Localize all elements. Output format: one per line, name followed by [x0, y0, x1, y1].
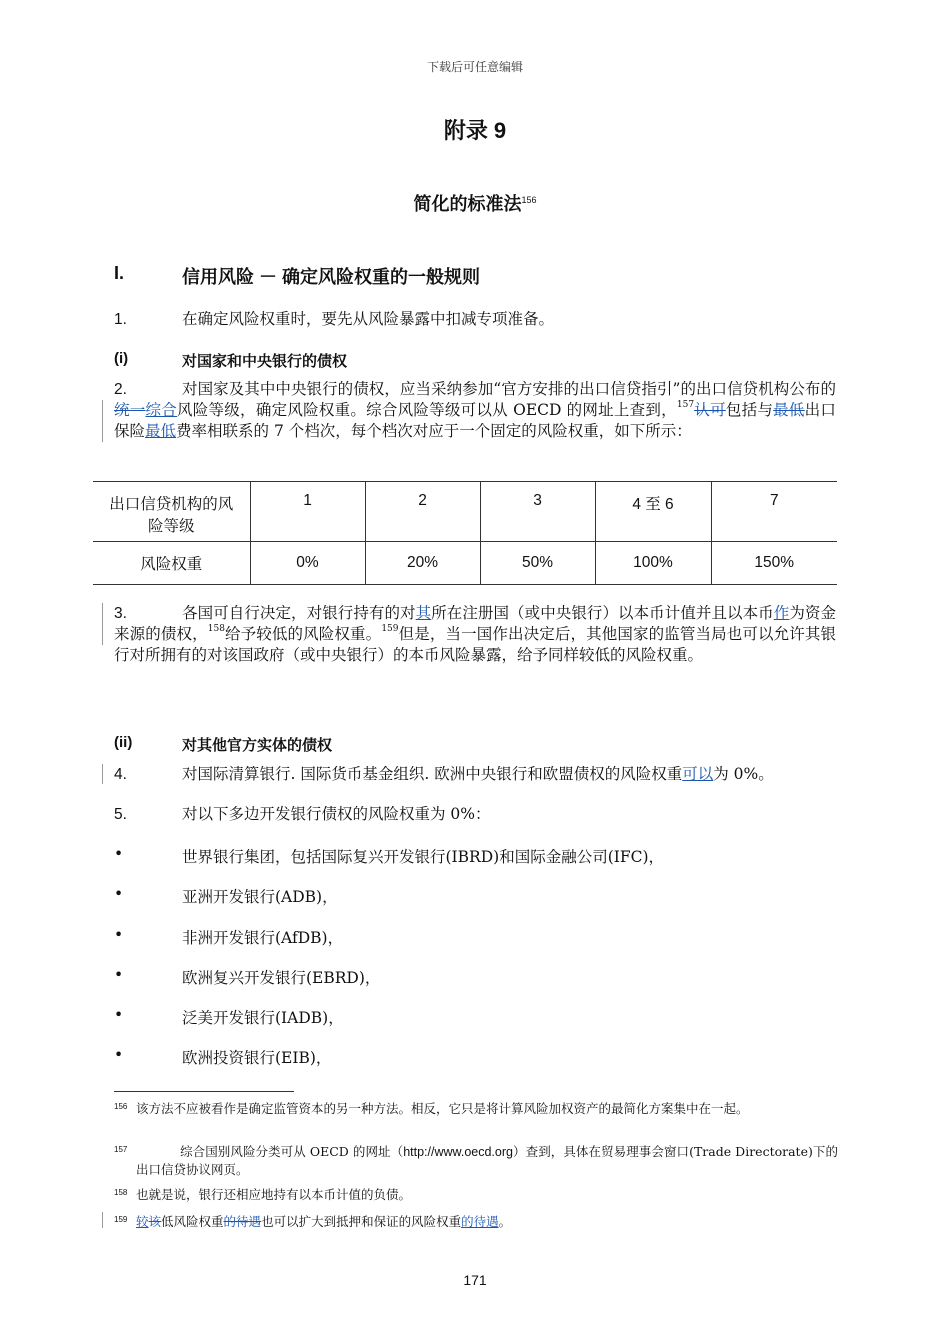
subsection-title: 对国家和中央银行的债权: [182, 353, 348, 370]
footnote-ref-158[interactable]: 158: [207, 624, 225, 634]
paragraph-4: [114, 764, 836, 785]
table-header-cell: 风险权重: [93, 542, 250, 585]
table-row: [93, 482, 837, 542]
deleted-text: 最低: [773, 401, 805, 419]
text-run: ）查到，具体在贸易理事会窗口(Trade Directorate)下的出口信贷协议网页。: [136, 1144, 839, 1177]
inserted-text: 可以: [682, 765, 714, 783]
text-run: 所在注册国（或中央银行）以本币计值并且以本币: [431, 604, 774, 622]
text-run: 综合国别风险分类可从 OECD 的网址（: [180, 1144, 404, 1159]
footnote-number: 156: [114, 1102, 128, 1111]
section-number: I.: [114, 263, 125, 283]
table-cell: 20%: [365, 542, 480, 585]
text-run: 也可以扩大到抵押和保证的风险权重: [261, 1214, 462, 1229]
footnote-number: 158: [114, 1188, 128, 1197]
paragraph-2: [114, 379, 836, 442]
table-cell: 4 至 6: [595, 482, 711, 542]
paragraph-number: 5.: [114, 806, 127, 823]
footnote-156: [114, 1100, 838, 1117]
deleted-text: 的待遇: [223, 1214, 262, 1229]
table-cell: 150%: [711, 542, 837, 585]
subsection-number: (i): [114, 350, 129, 367]
footnote-text: 也就是说，银行还相应地持有以本币计值的负债。: [136, 1187, 412, 1202]
paragraph-3: [114, 603, 836, 666]
inserted-text: 综合: [145, 401, 178, 419]
revision-bar: [102, 603, 103, 645]
bullet-icon: •: [114, 885, 124, 903]
text-run: 为 0%。: [713, 765, 774, 783]
text-run: 对国际清算银行. 国际货币基金组织. 欧洲中央银行和欧盟债权的风险权重: [182, 765, 683, 783]
list-item-text: 非洲开发银行(AfDB)，: [182, 929, 344, 947]
appendix-title: 附录 9: [443, 118, 507, 143]
paragraph-5: [114, 804, 836, 825]
paragraph-number: 4.: [114, 766, 127, 783]
text-run: 但是，当一国作出决定后，其他国家的监管当局也可以允许其银行对所拥有的对该国政府（或中央银行）的本币风险暴露，给予同样较低的风险权重。: [114, 625, 836, 664]
text-run: 各国可自行决定，对银行持有的对: [182, 604, 416, 622]
inserted-text: 作: [773, 604, 790, 622]
text-run: 风险等级，确定风险权重。综合风险等级可以从 OECD 的网址上查到，: [177, 401, 677, 419]
footnote-158: [114, 1186, 838, 1203]
table-header-cell: [93, 482, 250, 542]
table-cell: 1: [250, 482, 365, 542]
page-number: 171: [463, 1272, 487, 1288]
table-row: [93, 542, 837, 585]
paragraph-number: 1.: [114, 311, 127, 328]
text-run: 费率相联系的 7 个档次，每个档次对应于一个固定的风险权重，如下所示：: [176, 422, 692, 440]
subsection-title: 对其他官方实体的债权: [182, 737, 333, 754]
bullet-icon: •: [114, 1046, 124, 1064]
text-run: 出口保险: [114, 401, 836, 440]
footnote-157: [114, 1143, 838, 1178]
paragraph-text: 对以下多边开发银行债权的风险权重为 0%：: [182, 805, 491, 823]
bullet-icon: •: [114, 926, 124, 944]
table-cell: 7: [711, 482, 837, 542]
footnote-ref-157[interactable]: 157: [676, 400, 695, 410]
list-item-text: 泛美开发银行(IADB)，: [182, 1009, 344, 1027]
section-title: 信用风险 － 确定风险权重的一般规则: [182, 267, 481, 287]
text-run: 对国家及其中中央银行的债权，应当采纳参加“官方安排的出口信贷指引”的出口信贷机构公布的: [182, 380, 836, 398]
bullet-icon: •: [114, 966, 124, 984]
footnote-text: [136, 1143, 838, 1178]
text-run: 低风险权重: [161, 1214, 224, 1229]
subtitle-text: 简化的标准法: [413, 194, 522, 214]
appendix-subtitle: [0, 190, 950, 216]
paragraph-text: 在确定风险权重时，要先从风险暴露中扣减专项准备。: [182, 310, 555, 328]
table-cell: 0%: [250, 542, 365, 585]
inserted-text: 较: [136, 1214, 149, 1229]
revision-bar: [102, 764, 103, 784]
deleted-text: 统一: [114, 401, 146, 419]
text-run: 给予较低的风险权重。: [224, 625, 382, 643]
revision-bar: [102, 400, 103, 442]
subsection-number: (ii): [114, 734, 133, 751]
cell-text: 出口信贷机构的风险等级: [109, 495, 234, 535]
footnote-separator: [114, 1091, 294, 1092]
list-item-text: 欧洲投资银行(EIB)，: [182, 1049, 332, 1067]
footnote-text: 该方法不应被看作是确定监管资本的另一种方法。相反，它只是将计算风险加权资产的最简化方案集中在一起。: [136, 1101, 749, 1116]
text-run: 。: [498, 1214, 512, 1229]
inserted-text: 最低: [145, 422, 177, 440]
footnote-ref-159[interactable]: 159: [381, 624, 399, 634]
footnote-link[interactable]: http://www.oecd.org: [403, 1145, 513, 1159]
list-item-text: 欧洲复兴开发银行(EBRD)，: [182, 969, 381, 987]
bullet-icon: •: [114, 845, 124, 863]
risk-weight-table: [93, 481, 837, 585]
deleted-text: 认可: [694, 401, 726, 419]
table-cell: 3: [480, 482, 595, 542]
revision-bar: [102, 1212, 103, 1228]
bullet-icon: •: [114, 1006, 124, 1024]
footnote-text: [136, 1213, 838, 1230]
paragraph-1: [114, 309, 836, 330]
text-run: 为资金来源的债权，: [114, 604, 836, 643]
paragraph-number: 2.: [114, 381, 127, 398]
text-run: 包括与: [725, 401, 774, 419]
table-cell: 2: [365, 482, 480, 542]
paragraph-number: 3.: [114, 605, 127, 622]
footnote-ref-156[interactable]: 156: [521, 195, 537, 205]
footnote-number: 157: [114, 1145, 128, 1154]
footnote-159: [114, 1213, 838, 1230]
list-item-text: 世界银行集团，包括国际复兴开发银行(IBRD)和国际金融公司(IFC)，: [182, 848, 665, 866]
table-cell: 50%: [480, 542, 595, 585]
page-header: 下载后可任意编辑: [426, 60, 523, 74]
list-item-text: 亚洲开发银行(ADB)，: [182, 888, 338, 906]
table-cell: 100%: [595, 542, 711, 585]
inserted-text: 的待遇: [461, 1214, 499, 1229]
deleted-text: 该: [148, 1214, 162, 1229]
footnote-number: 159: [114, 1215, 128, 1224]
inserted-text: 其: [415, 604, 432, 622]
